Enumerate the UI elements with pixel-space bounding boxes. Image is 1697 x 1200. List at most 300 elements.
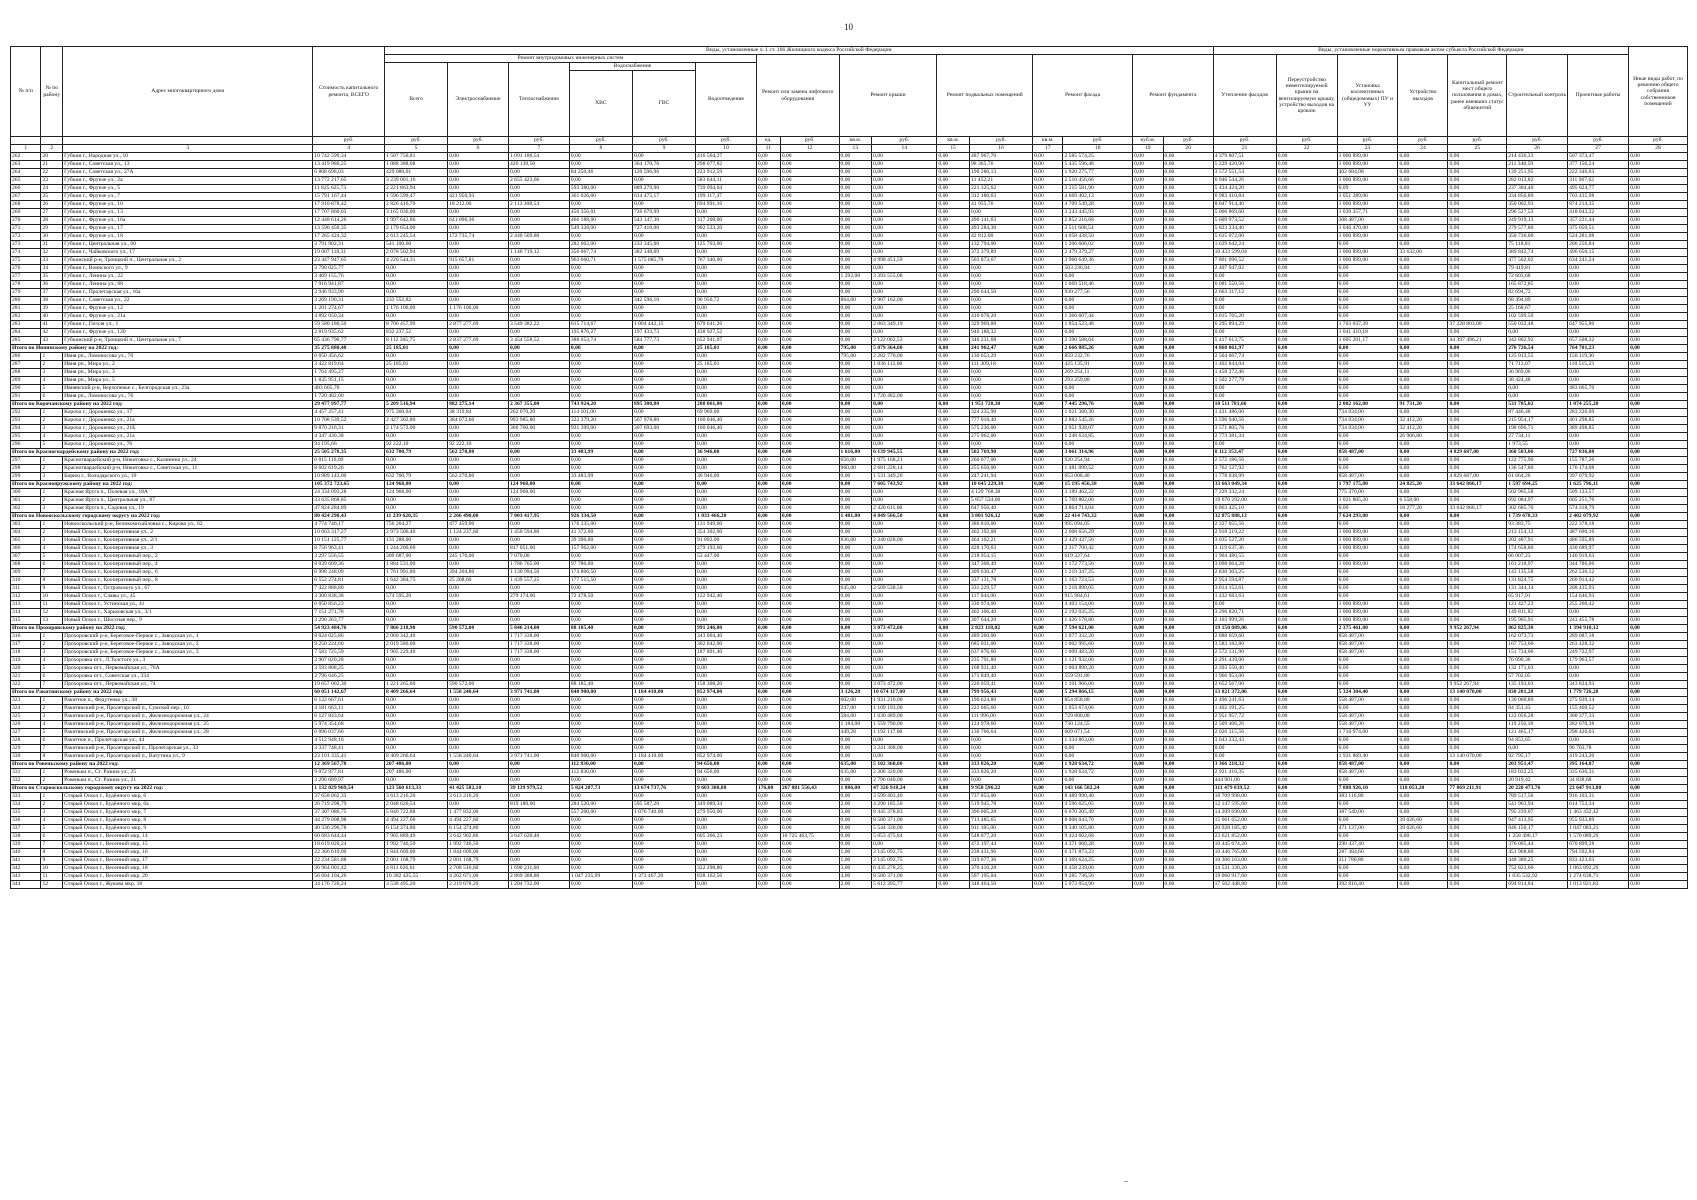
table-cell: 0,00 xyxy=(508,793,569,801)
table-cell: 4 xyxy=(41,545,63,553)
table-cell: 342 596,10 xyxy=(632,297,695,305)
table-cell: 0,00 xyxy=(508,745,569,753)
table-cell: 0,00 xyxy=(1568,393,1629,401)
table-cell: 263 xyxy=(11,161,41,169)
table-cell: 9 424 602,68 xyxy=(1063,833,1133,841)
table-cell: 0,00 xyxy=(569,745,632,753)
table-cell: 0,00 xyxy=(1133,657,1163,665)
table-cell: 155 460,52 xyxy=(1568,705,1629,713)
table-row xyxy=(11,697,1688,705)
total-cell: 118 053,20 xyxy=(1398,785,1448,793)
table-cell: 4 xyxy=(41,657,63,665)
table-cell: 336 xyxy=(11,817,41,825)
column-number-cell: 12 xyxy=(780,145,839,153)
table-cell: 296 xyxy=(11,441,41,449)
table-cell: 249 919,13 xyxy=(1507,217,1568,225)
table-cell: 0,00 xyxy=(937,265,970,273)
table-cell: 4 xyxy=(41,377,63,385)
column-number-cell: 5 xyxy=(385,145,448,153)
table-cell: 0,00 xyxy=(937,457,970,465)
column-number-cell: 16 xyxy=(969,145,1032,153)
table-cell: 11 xyxy=(41,873,63,881)
table-cell: 0,00 xyxy=(1398,753,1448,761)
table-cell: 0,00 xyxy=(1398,161,1448,169)
table-cell: 0,00 xyxy=(1276,417,1337,425)
table-cell: 0,00 xyxy=(780,577,839,585)
table-cell: 0,00 xyxy=(937,633,970,641)
table-cell: 645,00 xyxy=(839,585,872,593)
table-cell: 121 427,23 xyxy=(1507,601,1568,609)
table-cell: 692 084,97 xyxy=(1507,497,1568,505)
table-cell: 0,00 xyxy=(508,705,569,713)
table-cell: 122 775,90 xyxy=(1507,457,1568,465)
table-cell: 1 629 642,24 xyxy=(1213,241,1276,249)
table-cell: 487 967,70 xyxy=(969,153,1032,161)
table-cell: 425 135,91 xyxy=(1063,361,1133,369)
address-cell: Новый Оскол г., Кооперативный пер., 8 xyxy=(63,577,313,585)
table-cell: 2 317 700,42 xyxy=(1063,545,1133,553)
table-cell: 0,00 xyxy=(1163,881,1213,889)
table-cell: 0,00 xyxy=(756,569,780,577)
table-cell: 0,00 xyxy=(508,849,569,857)
table-row xyxy=(11,417,1688,425)
table-cell: 198 696,71 xyxy=(1507,425,1568,433)
table-cell: 1 248 634,85 xyxy=(1063,433,1133,441)
table-cell: 0,00 xyxy=(1568,329,1629,337)
table-cell: 18 709 998,00 xyxy=(1213,793,1276,801)
table-cell: 0,00 xyxy=(872,153,937,161)
table-cell: 0,00 xyxy=(1398,769,1448,777)
table-cell: 0,00 xyxy=(756,185,780,193)
table-cell: 343 xyxy=(11,873,41,881)
table-cell: 6 670 205,49 xyxy=(1063,809,1133,817)
table-cell: 0,00 xyxy=(780,641,839,649)
table-cell: 0,00 xyxy=(756,713,780,721)
table-cell: 218 954,15 xyxy=(969,553,1032,561)
table-cell: 388 053,74 xyxy=(569,337,632,345)
table-cell: 0,00 xyxy=(448,433,509,441)
table-row xyxy=(11,217,1688,225)
table-cell: 0,00 xyxy=(1276,881,1337,889)
table-cell: 0,00 xyxy=(780,305,839,313)
table-cell: 207 486,00 xyxy=(385,769,448,777)
table-cell: 0,00 xyxy=(1398,241,1448,249)
address-cell: Новый Оскол г., Кооперативный пер., 2 xyxy=(63,553,313,561)
table-cell: 36 969,06 xyxy=(1507,369,1568,377)
address-cell: Ракитянский р-н, Пролетарский п., Пролетарская ул., 33 xyxy=(63,745,313,753)
address-cell: Новый Оскол г., Кооперативный пер., 6 xyxy=(63,569,313,577)
address-cell: Губкин г., Чайковского ул., 17 xyxy=(63,249,313,257)
col-header-total: Стоимость капитального ремонта, ВСЕГО xyxy=(313,47,385,137)
table-cell: 0,00 xyxy=(632,729,695,737)
table-cell: 9 870 216,31 xyxy=(313,425,385,433)
table-cell: 0,00 xyxy=(448,617,509,625)
table-cell: 0,00 xyxy=(1033,545,1063,553)
table-cell: 0,00 xyxy=(780,529,839,537)
table-cell: 0,00 xyxy=(1033,289,1063,297)
table-cell: 0,00 xyxy=(756,337,780,345)
table-cell: 0,00 xyxy=(385,265,448,273)
table-cell: 0,00 xyxy=(872,601,937,609)
table-cell: 0,00 xyxy=(1448,433,1507,441)
table-cell: 1 039 357,71 xyxy=(1337,209,1398,217)
total-cell: 29 477 997,77 xyxy=(313,401,385,409)
table-cell: 25 185,01 xyxy=(696,361,757,369)
table-cell: 0,00 xyxy=(1033,569,1063,577)
table-cell: 0,00 xyxy=(508,505,569,513)
table-cell: 3 596 940,56 xyxy=(1213,417,1276,425)
table-cell: 208 435,93 xyxy=(1568,585,1629,593)
total-cell: 0,00 xyxy=(780,761,839,769)
unit-cell: руб. xyxy=(1568,137,1629,145)
table-cell: 329 969,88 xyxy=(969,321,1032,329)
table-cell: 0,00 xyxy=(872,169,937,177)
table-cell: 0,00 xyxy=(1033,161,1063,169)
table-cell: 0,00 xyxy=(1163,865,1213,873)
table-cell: 767 340,00 xyxy=(696,257,757,265)
table-cell: 0,00 xyxy=(1629,281,1688,289)
table-cell: 0,00 xyxy=(1033,361,1063,369)
table-cell: 1 439 557,25 xyxy=(508,577,569,585)
table-cell: 0,00 xyxy=(1398,393,1448,401)
table-cell: 0,00 xyxy=(1033,241,1063,249)
table-cell: 262 xyxy=(11,153,41,161)
table-cell: 94 195,66 xyxy=(313,441,385,449)
address-cell: Новый Оскол г., Кооперативный пер., 4 xyxy=(63,561,313,569)
table-cell: 130 060,89 xyxy=(1507,697,1568,705)
table-cell: 0,00 xyxy=(1213,385,1276,393)
table-cell: 0,00 xyxy=(937,753,970,761)
table-cell: 426 139,50 xyxy=(508,161,569,169)
table-cell: 0,00 xyxy=(632,681,695,689)
table-cell: 0,00 xyxy=(756,233,780,241)
table-row xyxy=(11,593,1688,601)
total-cell: 5 824 207,73 xyxy=(569,785,632,793)
unit-cell: руб. xyxy=(1337,137,1398,145)
table-cell: 0,00 xyxy=(1398,225,1448,233)
table-cell: 0,00 xyxy=(1507,385,1568,393)
table-cell: 389 498,85 xyxy=(1568,425,1629,433)
table-cell: 6 552 274,81 xyxy=(313,577,385,585)
address-cell: Ракитное п., Федутенко ул., 38 xyxy=(63,697,313,705)
table-cell: 0,00 xyxy=(569,857,632,865)
table-cell: 88 185,40 xyxy=(569,681,632,689)
total-cell: 0,00 xyxy=(839,625,872,633)
table-cell: 605 366,23 xyxy=(696,833,757,841)
table-cell: 14 209 690,00 xyxy=(1213,809,1276,817)
table-cell: 0,00 xyxy=(1276,633,1337,641)
table-cell: 6 xyxy=(41,737,63,745)
table-cell: 0,00 xyxy=(780,249,839,257)
table-cell: 0,00 xyxy=(508,697,569,705)
table-cell: 0,00 xyxy=(448,497,509,505)
table-cell: 10 306 163,00 xyxy=(1213,857,1276,865)
table-cell: 0,00 xyxy=(1033,329,1063,337)
table-cell: 37 658 062,33 xyxy=(313,793,385,801)
table-cell: 312 180,63 xyxy=(969,193,1032,201)
table-cell: 125 703,00 xyxy=(696,241,757,249)
table-cell: 0,00 xyxy=(1276,721,1337,729)
table-cell: 1 221 265,60 xyxy=(385,681,448,689)
table-cell: 1 258 496,17 xyxy=(1507,833,1568,841)
table-cell: 0,00 xyxy=(937,729,970,737)
table-cell: 0,00 xyxy=(1033,433,1063,441)
table-cell: 0,00 xyxy=(632,737,695,745)
table-cell: 1 060 899,00 xyxy=(1337,601,1398,609)
table-cell: 0,00 xyxy=(1133,561,1163,569)
table-cell: 0,00 xyxy=(839,505,872,513)
table-cell: 0,00 xyxy=(508,769,569,777)
table-cell: 2 869 388,80 xyxy=(508,873,569,881)
table-cell: 0,00 xyxy=(1276,865,1337,873)
total-cell: 0,00 xyxy=(1448,513,1507,521)
table-row xyxy=(11,289,1688,297)
table-cell: 293 xyxy=(11,417,41,425)
table-cell: 18 212,00 xyxy=(448,201,509,209)
table-cell: 0,00 xyxy=(756,457,780,465)
table-cell: 0,00 xyxy=(569,457,632,465)
table-cell: 0,00 xyxy=(937,657,970,665)
table-cell: 0,00 xyxy=(696,505,757,513)
table-cell: 0,00 xyxy=(756,873,780,881)
table-cell: 282 013,82 xyxy=(1507,177,1568,185)
table-cell: 0,00 xyxy=(872,561,937,569)
address-cell: Губкин г., Советская ул., 27А xyxy=(63,169,313,177)
table-cell: 0,00 xyxy=(632,545,695,553)
total-cell: 47 326 918,24 xyxy=(872,785,937,793)
table-cell: 1 047 235,99 xyxy=(569,873,632,881)
table-cell: 0,00 xyxy=(1033,441,1063,449)
table-cell: 0,00 xyxy=(508,281,569,289)
total-cell: 0,00 xyxy=(448,761,509,769)
total-cell: 395 164,07 xyxy=(1568,761,1629,769)
table-cell: 0,00 xyxy=(448,353,509,361)
table-cell: 0,00 xyxy=(780,409,839,417)
table-cell: 0,00 xyxy=(1276,649,1337,657)
table-cell: 302 042,00 xyxy=(696,641,757,649)
table-cell: 91 892,00 xyxy=(696,537,757,545)
table-cell: 0,00 xyxy=(1133,745,1163,753)
table-cell: 8 xyxy=(41,577,63,585)
table-cell: 0,00 xyxy=(569,497,632,505)
table-cell: 0,00 xyxy=(1337,297,1398,305)
table-cell: 0,00 xyxy=(508,241,569,249)
table-cell: 0,00 xyxy=(756,489,780,497)
table-cell: 1 992 746,50 xyxy=(385,841,448,849)
table-cell: 429 080,01 xyxy=(385,169,448,177)
table-cell: 1 176 106,00 xyxy=(448,305,509,313)
table-cell: 0,00 xyxy=(1276,441,1337,449)
table-cell: 0,00 xyxy=(1398,377,1448,385)
table-cell: 0,00 xyxy=(839,161,872,169)
table-cell: 282 602,00 xyxy=(569,241,632,249)
table-cell: 0,00 xyxy=(1276,329,1337,337)
table-cell: 3 583 182,80 xyxy=(1213,641,1276,649)
table-cell: 119 256,18 xyxy=(1507,721,1568,729)
table-cell: 3 073 472,00 xyxy=(872,681,937,689)
column-number-cell: 2 xyxy=(41,145,63,153)
table-cell: 3 297 556,55 xyxy=(313,553,385,561)
table-cell: 619 327,64 xyxy=(1063,553,1133,561)
table-cell: 0,00 xyxy=(508,433,569,441)
total-cell: 0,00 xyxy=(937,449,970,457)
table-cell: 0,00 xyxy=(1163,185,1213,193)
table-cell: 0,00 xyxy=(1133,209,1163,217)
table-cell: 0,00 xyxy=(780,417,839,425)
table-cell: 0,00 xyxy=(696,793,757,801)
table-cell: 2 837 277,69 xyxy=(448,337,509,345)
table-cell: 0,00 xyxy=(569,161,632,169)
table-cell: 1 669 518,46 xyxy=(1063,281,1133,289)
table-cell: 222 665,60 xyxy=(969,705,1032,713)
table-row xyxy=(11,249,1688,257)
table-cell: 337 131,78 xyxy=(969,577,1032,585)
table-cell: 1 176 106,00 xyxy=(385,305,448,313)
table-cell: 1 047 083,21 xyxy=(1568,825,1629,833)
table-cell: 0,00 xyxy=(937,665,970,673)
table-cell: 0,00 xyxy=(448,609,509,617)
table-cell: 275 062,00 xyxy=(969,433,1032,441)
table-cell: 0,00 xyxy=(632,473,695,481)
total-label: Итого по Ивнянскому району на 2022 год: xyxy=(11,345,313,353)
table-cell: 69 969,00 xyxy=(696,409,757,417)
table-cell: 0,00 xyxy=(839,265,872,273)
table-cell: 10 725 463,75 xyxy=(780,833,839,841)
total-cell: 0,00 xyxy=(1629,689,1688,697)
table-cell: 0,00 xyxy=(1163,665,1213,673)
table-cell: 25 xyxy=(41,193,63,201)
total-cell: 1 951 728,30 xyxy=(969,401,1032,409)
table-cell: 36 xyxy=(41,281,63,289)
table-cell: 575 236,00 xyxy=(969,425,1032,433)
unit-cell: руб. xyxy=(1276,137,1337,145)
table-cell: 0,00 xyxy=(1163,273,1213,281)
table-cell: 0,00 xyxy=(1033,665,1063,673)
table-cell: 0,00 xyxy=(696,457,757,465)
total-cell: 0,00 xyxy=(1033,345,1063,353)
table-cell: 0,00 xyxy=(1033,593,1063,601)
table-cell: 4 709 549,28 xyxy=(1063,201,1133,209)
table-cell: 0,00 xyxy=(1448,841,1507,849)
table-cell: 2 830 303,25 xyxy=(1213,569,1276,577)
table-cell: 0,00 xyxy=(696,561,757,569)
table-cell: 0,00 xyxy=(448,457,509,465)
table-cell: 7 229 332,24 xyxy=(1213,489,1276,497)
table-cell: 270 xyxy=(11,217,41,225)
table-cell: 0,00 xyxy=(872,177,937,185)
table-cell: 295 xyxy=(11,433,41,441)
table-cell: 0,00 xyxy=(1629,393,1688,401)
table-cell: 0,00 xyxy=(937,497,970,505)
table-row xyxy=(11,617,1688,625)
table-cell: 0,00 xyxy=(1448,161,1507,169)
table-cell: 0,00 xyxy=(448,185,509,193)
table-cell: 0,00 xyxy=(1568,441,1629,449)
table-cell: 0,00 xyxy=(1163,857,1213,865)
table-cell: 1 xyxy=(41,697,63,705)
table-cell: 0,00 xyxy=(448,273,509,281)
total-cell: 0,00 xyxy=(1276,761,1337,769)
table-cell: 3 043 232,43 xyxy=(1213,737,1276,745)
table-cell: 858 487,00 xyxy=(1337,633,1398,641)
table-row xyxy=(11,241,1688,249)
col-header-control: Строительный контроль xyxy=(1507,55,1568,137)
table-cell: 0,00 xyxy=(696,305,757,313)
table-cell: 8 039 609,36 xyxy=(313,561,385,569)
table-cell: 0,00 xyxy=(780,753,839,761)
table-cell: 2 319 678,20 xyxy=(448,881,509,889)
table-cell: 0,00 xyxy=(569,361,632,369)
table-cell: 44 279 008,98 xyxy=(313,817,385,825)
table-cell: 233 345,00 xyxy=(632,241,695,249)
table-cell: 1 xyxy=(41,409,63,417)
table-cell: 0,00 xyxy=(839,369,872,377)
table-cell: 0,00 xyxy=(569,393,632,401)
table-cell: 341 xyxy=(11,857,41,865)
table-cell: 0,00 xyxy=(1133,241,1163,249)
table-cell: 593 380,00 xyxy=(569,185,632,193)
table-cell: 307 644,20 xyxy=(969,617,1032,625)
table-cell: 41 955,76 xyxy=(969,201,1032,209)
table-cell: 0,00 xyxy=(1629,353,1688,361)
table-cell: 0,00 xyxy=(937,505,970,513)
table-cell: 0,00 xyxy=(1398,465,1448,473)
table-cell: 0,00 xyxy=(756,633,780,641)
table-cell: 0,00 xyxy=(1163,425,1213,433)
table-cell: 0,00 xyxy=(839,497,872,505)
table-cell: 0,00 xyxy=(1448,313,1507,321)
address-cell: Старый Оскол г., Жукова мкр, 18 xyxy=(63,881,313,889)
table-cell: 0,00 xyxy=(780,721,839,729)
table-cell: 0,00 xyxy=(756,265,780,273)
table-cell: 419 243,20 xyxy=(1568,753,1629,761)
table-cell: 0,00 xyxy=(508,289,569,297)
table-cell: 0,00 xyxy=(937,641,970,649)
table-cell: 0,09 xyxy=(1337,185,1398,193)
table-cell: 0,00 xyxy=(1629,505,1688,513)
table-cell: 146 919,63 xyxy=(1568,553,1629,561)
table-cell: 0,00 xyxy=(1163,849,1213,857)
table-cell: 0,00 xyxy=(756,305,780,313)
table-cell: 0,00 xyxy=(1163,217,1213,225)
table-cell: 0,00 xyxy=(569,713,632,721)
table-cell: 584 777,73 xyxy=(632,337,695,345)
table-cell: 0,00 xyxy=(1033,153,1063,161)
table-cell: 315 xyxy=(11,617,41,625)
table-cell: 0,00 xyxy=(1629,569,1688,577)
table-cell: 0,00 xyxy=(1133,833,1163,841)
table-cell: 3 960 649,36 xyxy=(1063,257,1133,265)
table-cell: 456 356,01 xyxy=(569,209,632,217)
table-cell: 5 417 613,75 xyxy=(1213,337,1276,345)
total-cell: 1 928 634,72 xyxy=(1063,761,1133,769)
table-cell: 1 717 338,00 xyxy=(508,633,569,641)
total-cell: 0,00 xyxy=(569,481,632,489)
column-number-cell: 3 xyxy=(63,145,313,153)
table-cell: 0,00 xyxy=(937,241,970,249)
table-cell: 0,00 xyxy=(1398,185,1448,193)
table-cell: 0,00 xyxy=(872,609,937,617)
address-cell: Короча г., Дорошенко ул., 76 xyxy=(63,441,313,449)
table-cell: 0,00 xyxy=(385,281,448,289)
table-cell: 0,00 xyxy=(508,825,569,833)
table-cell: 635,00 xyxy=(839,769,872,777)
address-cell: Губкин г., Фрунзе ул., 120 xyxy=(63,329,313,337)
table-cell: 0,00 xyxy=(780,465,839,473)
table-cell: 0,00 xyxy=(1398,697,1448,705)
unit-cell: руб. xyxy=(872,137,937,145)
table-cell: 377 156,24 xyxy=(1568,161,1629,169)
